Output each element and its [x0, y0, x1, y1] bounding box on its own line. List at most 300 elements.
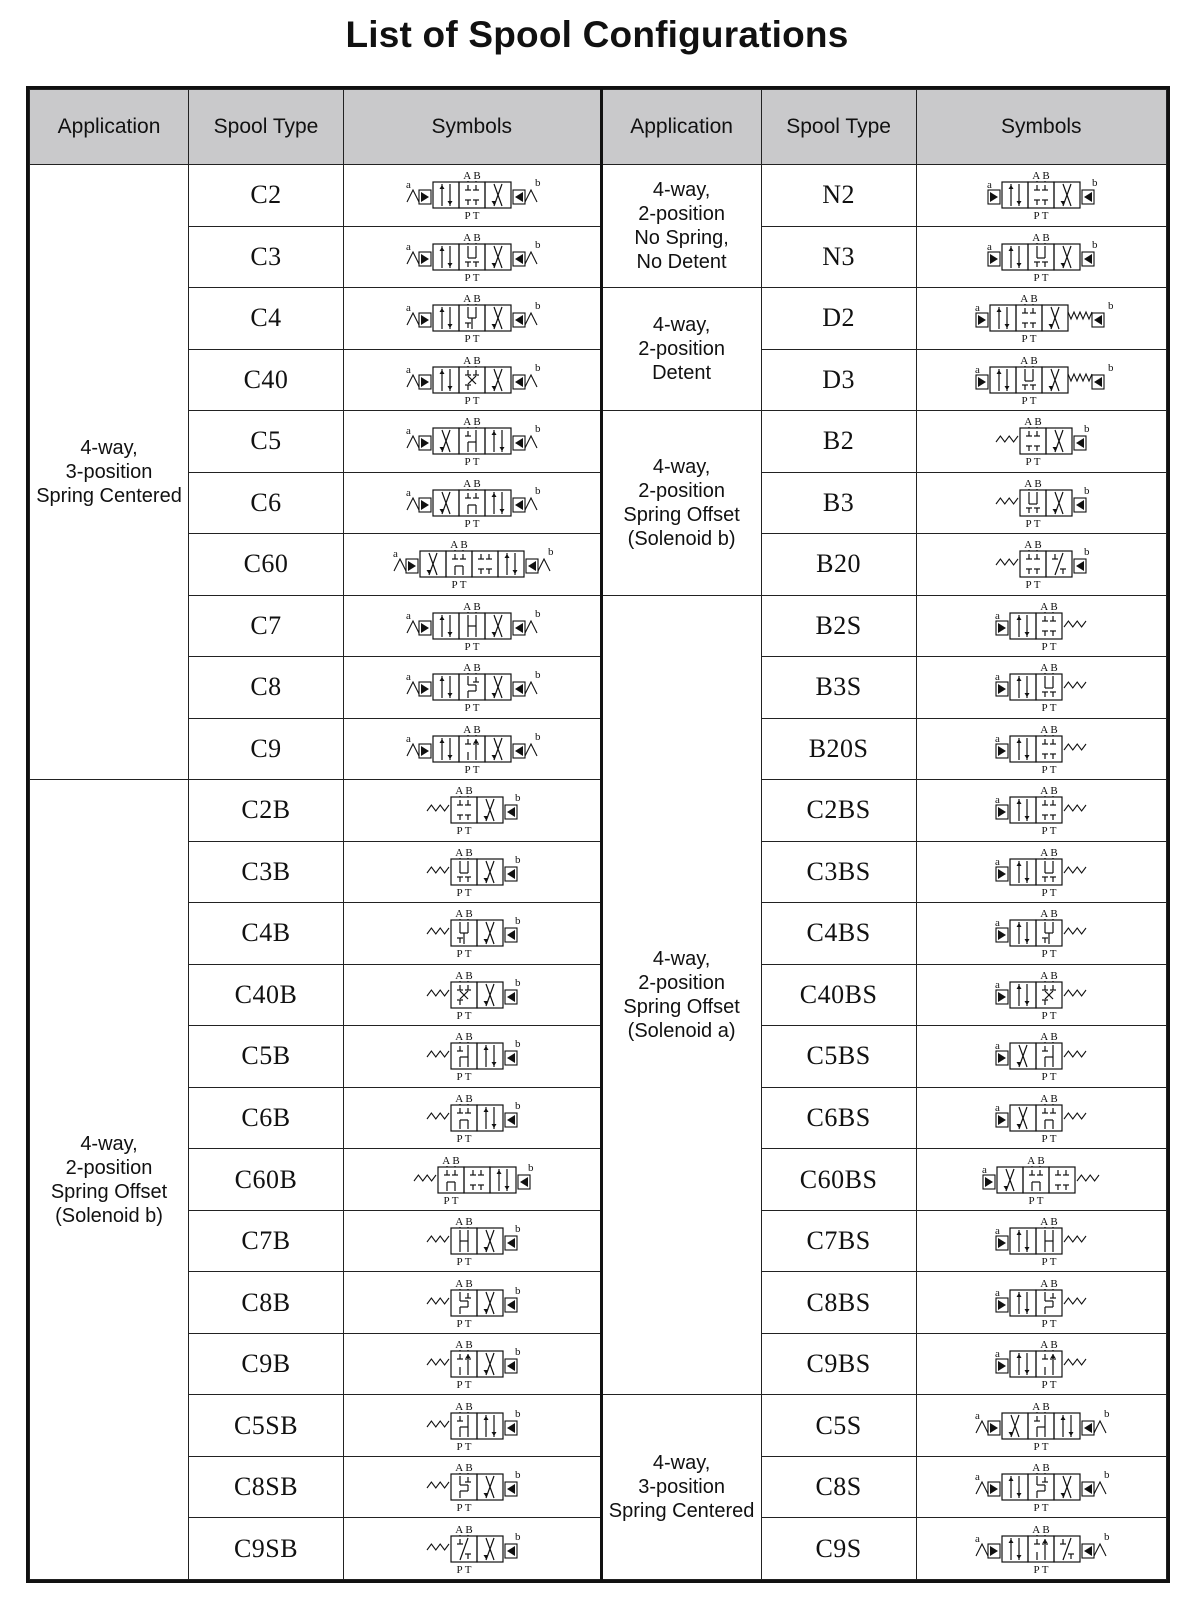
- svg-text:b: b: [514, 976, 521, 989]
- envelope: [1054, 182, 1080, 208]
- svg-text:P T: P T: [464, 517, 480, 530]
- svg-text:a: a: [982, 1163, 988, 1176]
- svg-text:a: a: [405, 240, 411, 253]
- svg-text:P T: P T: [456, 1440, 472, 1453]
- header-symbols-left: Symbols: [343, 90, 601, 165]
- symbol-cell-left: [343, 718, 601, 780]
- spool-type-cell-right: C3BS: [761, 841, 916, 903]
- envelope: [477, 920, 503, 946]
- page-title: List of Spool Configurations: [345, 14, 849, 55]
- application-line: 4-way,: [652, 947, 711, 970]
- svg-text:P T: P T: [1041, 1009, 1057, 1022]
- svg-text:a: a: [995, 1101, 1001, 1114]
- table-row: [30, 226, 1167, 288]
- svg-text:A B: A B: [1032, 1400, 1050, 1413]
- svg-text:A B: A B: [1040, 600, 1058, 613]
- svg-text:P T: P T: [1028, 1194, 1044, 1207]
- envelope: [1028, 1536, 1054, 1562]
- symbol-cell-left: [343, 1518, 601, 1580]
- envelope: [459, 736, 485, 762]
- envelope: [451, 1105, 477, 1131]
- envelope: [472, 551, 498, 577]
- spool-symbol-icon: [400, 720, 544, 778]
- envelope: [1010, 674, 1036, 700]
- envelope: [1054, 1474, 1080, 1500]
- svg-text:A B: A B: [1032, 1523, 1050, 1536]
- application-line: No Spring,: [634, 227, 729, 250]
- svg-text:a: a: [995, 1225, 1001, 1238]
- spool-symbol-icon: [969, 351, 1113, 409]
- svg-text:b: b: [514, 1469, 521, 1482]
- table-row: [30, 1026, 1167, 1088]
- svg-text:P T: P T: [1041, 948, 1057, 961]
- application-line: (Solenoid b): [55, 1204, 163, 1227]
- svg-text:a: a: [975, 1471, 981, 1484]
- svg-text:b: b: [534, 484, 541, 497]
- symbol-cell-right: [916, 595, 1166, 657]
- envelope: [1002, 182, 1028, 208]
- spool-symbol-icon: [989, 720, 1093, 778]
- envelope: [1049, 1167, 1075, 1193]
- svg-text:b: b: [514, 1407, 521, 1420]
- svg-text:A B: A B: [1032, 1462, 1050, 1475]
- envelope: [1010, 613, 1036, 639]
- envelope: [459, 244, 485, 270]
- svg-text:P T: P T: [464, 333, 480, 346]
- svg-text:a: a: [405, 486, 411, 499]
- envelope: [485, 736, 511, 762]
- envelope: [433, 613, 459, 639]
- application-line: Spring Offset: [50, 1180, 168, 1203]
- symbol-cell-right: [916, 1210, 1166, 1272]
- envelope: [1010, 1228, 1036, 1254]
- svg-text:a: a: [995, 1286, 1001, 1299]
- spool-type-cell-right: C8S: [761, 1456, 916, 1518]
- symbol-cell-left: [343, 595, 601, 657]
- envelope: [485, 428, 511, 454]
- symbol-cell-right: [916, 1456, 1166, 1518]
- svg-text:A B: A B: [1040, 1092, 1058, 1105]
- envelope: [1020, 551, 1046, 577]
- svg-text:a: a: [405, 179, 411, 192]
- svg-text:P T: P T: [456, 1563, 472, 1576]
- svg-text:b: b: [1092, 177, 1098, 190]
- table-row: [30, 718, 1167, 780]
- spool-type-cell-right: C4BS: [761, 903, 916, 965]
- svg-text:b: b: [534, 361, 541, 374]
- spool-symbol-icon: [989, 535, 1093, 593]
- svg-text:P T: P T: [464, 456, 480, 469]
- svg-text:P T: P T: [456, 886, 472, 899]
- application-line: 4-way,: [80, 1132, 138, 1155]
- svg-text:b: b: [534, 730, 541, 743]
- header-row: [30, 90, 1167, 165]
- spool-symbol-icon: [989, 966, 1093, 1024]
- envelope: [433, 674, 459, 700]
- svg-text:A B: A B: [455, 1031, 473, 1044]
- symbol-cell-right: [916, 411, 1166, 473]
- spool-type-cell-right: C5S: [761, 1395, 916, 1457]
- header-application-right: Application: [601, 90, 761, 165]
- svg-text:P T: P T: [1041, 702, 1057, 715]
- table-row: [30, 1210, 1167, 1272]
- envelope: [1036, 736, 1062, 762]
- envelope: [1020, 490, 1046, 516]
- svg-text:a: a: [405, 363, 411, 376]
- svg-text:A B: A B: [1040, 846, 1058, 859]
- spool-type-cell-left: C7B: [189, 1210, 344, 1272]
- spool-symbol-icon: [420, 904, 524, 962]
- table-row: [30, 1272, 1167, 1334]
- svg-text:A B: A B: [1040, 1277, 1058, 1290]
- svg-text:A B: A B: [1024, 416, 1042, 429]
- envelope: [459, 182, 485, 208]
- envelope: [1020, 428, 1046, 454]
- spool-symbol-icon: [989, 658, 1093, 716]
- svg-text:A B: A B: [1032, 170, 1050, 183]
- spool-type-cell-right: B2: [761, 411, 916, 473]
- svg-text:A B: A B: [463, 723, 481, 736]
- envelope: [433, 305, 459, 331]
- table-row: [30, 1395, 1167, 1457]
- envelope: [477, 1290, 503, 1316]
- table-row: [30, 595, 1167, 657]
- symbol-cell-left: [343, 1149, 601, 1211]
- symbol-cell-right: [916, 349, 1166, 411]
- application-line: Spring Offset: [623, 503, 740, 526]
- envelope: [477, 1351, 503, 1377]
- svg-text:A B: A B: [463, 170, 481, 183]
- svg-text:P T: P T: [1041, 763, 1057, 776]
- svg-text:a: a: [987, 240, 993, 253]
- spool-type-cell-right: C8BS: [761, 1272, 916, 1334]
- svg-text:b: b: [1084, 546, 1090, 559]
- application-line: 4-way,: [652, 314, 711, 337]
- spool-type-cell-left: C9: [189, 718, 344, 780]
- application-line: 2-position: [638, 338, 725, 361]
- spool-symbol-icon: [989, 843, 1093, 901]
- svg-text:b: b: [534, 607, 541, 620]
- envelope: [485, 244, 511, 270]
- application-cell-right: [601, 1395, 761, 1580]
- svg-text:A B: A B: [455, 1523, 473, 1536]
- spool-symbol-icon: [969, 289, 1113, 347]
- envelope: [1046, 490, 1072, 516]
- envelope: [1036, 920, 1062, 946]
- symbol-cell-left: [343, 1026, 601, 1088]
- symbol-cell-right: [916, 1087, 1166, 1149]
- envelope: [477, 1105, 503, 1131]
- svg-text:a: a: [975, 1532, 981, 1545]
- svg-text:P T: P T: [1033, 1563, 1049, 1576]
- svg-text:a: a: [995, 671, 1001, 684]
- symbol-cell-right: [916, 534, 1166, 596]
- symbol-cell-left: [343, 288, 601, 350]
- spool-type-cell-left: C5B: [189, 1026, 344, 1088]
- spool-symbol-icon: [420, 1335, 524, 1393]
- envelope: [485, 305, 511, 331]
- application-line: No Detent: [636, 251, 727, 274]
- spool-symbol-icon: [989, 412, 1093, 470]
- svg-text:P T: P T: [1033, 271, 1049, 284]
- envelope: [1036, 982, 1062, 1008]
- envelope: [477, 1536, 503, 1562]
- spool-symbol-icon: [407, 1151, 537, 1209]
- envelope: [997, 1167, 1023, 1193]
- svg-text:P T: P T: [1041, 886, 1057, 899]
- spool-type-cell-right: N3: [761, 226, 916, 288]
- svg-text:A B: A B: [463, 477, 481, 490]
- svg-text:P T: P T: [1041, 1317, 1057, 1330]
- application-cell-right: [601, 595, 761, 1395]
- spool-type-cell-right: B20: [761, 534, 916, 596]
- svg-text:P T: P T: [1041, 1071, 1057, 1084]
- svg-text:a: a: [995, 978, 1001, 991]
- spool-type-cell-left: C8SB: [189, 1456, 344, 1518]
- envelope: [485, 674, 511, 700]
- spool-symbol-icon: [420, 1274, 524, 1332]
- svg-text:a: a: [405, 732, 411, 745]
- svg-text:A B: A B: [1020, 293, 1038, 306]
- application-cell-right: [601, 411, 761, 596]
- envelope: [433, 428, 459, 454]
- svg-text:P T: P T: [1033, 1502, 1049, 1515]
- envelope: [1016, 367, 1042, 393]
- svg-text:a: a: [392, 548, 398, 561]
- envelope: [1023, 1167, 1049, 1193]
- svg-text:a: a: [995, 794, 1001, 807]
- envelope: [1010, 1105, 1036, 1131]
- svg-text:A B: A B: [463, 231, 481, 244]
- spool-type-cell-left: C8B: [189, 1272, 344, 1334]
- svg-text:P T: P T: [1021, 394, 1037, 407]
- spool-symbol-icon: [989, 1027, 1093, 1085]
- envelope: [1036, 1228, 1062, 1254]
- svg-text:P T: P T: [464, 702, 480, 715]
- spool-symbol-icon: [969, 1520, 1113, 1578]
- spool-symbol-icon: [989, 1089, 1093, 1147]
- envelope: [1010, 1290, 1036, 1316]
- symbol-cell-left: [343, 349, 601, 411]
- spool-table: [29, 89, 1167, 1580]
- envelope: [477, 1043, 503, 1069]
- svg-text:P T: P T: [1025, 579, 1041, 592]
- svg-text:A B: A B: [455, 1092, 473, 1105]
- spool-symbol-icon: [400, 597, 544, 655]
- svg-text:b: b: [514, 853, 521, 866]
- svg-text:a: a: [975, 302, 981, 315]
- svg-text:a: a: [995, 917, 1001, 930]
- header-symbols-right: Symbols: [916, 90, 1166, 165]
- svg-text:A B: A B: [1040, 1216, 1058, 1229]
- svg-text:A B: A B: [1040, 785, 1058, 798]
- spool-symbol-icon: [981, 166, 1101, 224]
- spool-type-cell-right: B20S: [761, 718, 916, 780]
- spool-symbol-icon: [400, 412, 544, 470]
- svg-text:P T: P T: [1041, 1132, 1057, 1145]
- svg-text:b: b: [534, 669, 541, 682]
- svg-text:P T: P T: [456, 1502, 472, 1515]
- svg-text:P T: P T: [456, 1317, 472, 1330]
- spool-type-cell-left: C7: [189, 595, 344, 657]
- envelope: [1046, 428, 1072, 454]
- envelope: [451, 982, 477, 1008]
- symbol-cell-left: [343, 165, 601, 227]
- spool-symbol-icon: [420, 1397, 524, 1455]
- envelope: [477, 859, 503, 885]
- svg-text:A B: A B: [455, 1462, 473, 1475]
- svg-text:b: b: [547, 546, 554, 559]
- envelope: [1028, 1474, 1054, 1500]
- envelope: [438, 1167, 464, 1193]
- envelope: [1036, 674, 1062, 700]
- spool-type-cell-left: C2: [189, 165, 344, 227]
- spool-type-cell-right: C7BS: [761, 1210, 916, 1272]
- symbol-cell-right: [916, 903, 1166, 965]
- application-line: Detent: [652, 362, 712, 385]
- envelope: [433, 182, 459, 208]
- envelope: [485, 613, 511, 639]
- application-line: 4-way,: [652, 1452, 711, 1475]
- spool-symbol-icon: [989, 1335, 1093, 1393]
- spool-type-cell-right: C40BS: [761, 964, 916, 1026]
- svg-text:a: a: [995, 1040, 1001, 1053]
- symbol-cell-right: [916, 780, 1166, 842]
- envelope: [1054, 244, 1080, 270]
- svg-text:b: b: [1104, 1530, 1110, 1543]
- envelope: [1054, 1536, 1080, 1562]
- application-line: 4-way,: [80, 437, 138, 460]
- envelope: [459, 305, 485, 331]
- svg-text:a: a: [987, 179, 993, 192]
- envelope: [451, 1228, 477, 1254]
- spool-type-cell-left: C6B: [189, 1087, 344, 1149]
- symbol-cell-right: [916, 1395, 1166, 1457]
- application-cell-left: [30, 165, 189, 780]
- svg-text:P T: P T: [464, 394, 480, 407]
- envelope: [1042, 367, 1068, 393]
- table-row: [30, 657, 1167, 719]
- svg-text:b: b: [514, 1099, 521, 1112]
- spool-type-cell-right: C60BS: [761, 1149, 916, 1211]
- envelope: [1010, 797, 1036, 823]
- spool-type-cell-left: C60: [189, 534, 344, 596]
- svg-text:P T: P T: [1041, 640, 1057, 653]
- svg-text:P T: P T: [456, 1256, 472, 1269]
- envelope: [433, 490, 459, 516]
- application-line: 2-position: [638, 203, 725, 226]
- svg-text:P T: P T: [1033, 1440, 1049, 1453]
- svg-text:A B: A B: [1024, 539, 1042, 552]
- envelope: [459, 613, 485, 639]
- spool-symbol-icon: [420, 843, 524, 901]
- application-line: Spring Offset: [623, 995, 740, 1018]
- symbol-cell-right: [916, 1026, 1166, 1088]
- spool-symbol-icon: [400, 166, 544, 224]
- envelope: [433, 244, 459, 270]
- svg-text:A B: A B: [1040, 662, 1058, 675]
- application-line: (Solenoid a): [627, 1019, 736, 1042]
- envelope: [1036, 797, 1062, 823]
- envelope: [1028, 182, 1054, 208]
- spool-type-cell-left: C9SB: [189, 1518, 344, 1580]
- header-spool-type-left: Spool Type: [189, 90, 344, 165]
- spool-symbol-icon: [969, 1458, 1113, 1516]
- table-row: [30, 780, 1167, 842]
- envelope: [990, 367, 1016, 393]
- spool-type-cell-right: N2: [761, 165, 916, 227]
- envelope: [451, 797, 477, 823]
- spool-type-cell-left: C5: [189, 411, 344, 473]
- spool-type-cell-right: C6BS: [761, 1087, 916, 1149]
- application-line: 4-way,: [652, 179, 711, 202]
- spool-symbol-icon: [400, 474, 544, 532]
- envelope: [459, 490, 485, 516]
- envelope: [1010, 920, 1036, 946]
- svg-text:b: b: [534, 300, 541, 313]
- svg-text:A B: A B: [1040, 908, 1058, 921]
- svg-text:P T: P T: [1033, 210, 1049, 223]
- spool-type-cell-right: B3: [761, 472, 916, 534]
- spool-symbol-icon: [420, 1089, 524, 1147]
- symbol-cell-right: [916, 1272, 1166, 1334]
- envelope: [1046, 551, 1072, 577]
- envelope: [1010, 1043, 1036, 1069]
- envelope: [485, 182, 511, 208]
- spool-type-cell-left: C6: [189, 472, 344, 534]
- spool-symbol-icon: [400, 228, 544, 286]
- svg-text:b: b: [1084, 484, 1090, 497]
- table-row: [30, 349, 1167, 411]
- svg-text:P T: P T: [464, 271, 480, 284]
- envelope: [446, 551, 472, 577]
- symbol-cell-left: [343, 1395, 601, 1457]
- svg-text:P T: P T: [1021, 333, 1037, 346]
- spool-type-cell-left: C9B: [189, 1333, 344, 1395]
- envelope: [1016, 305, 1042, 331]
- symbol-cell-left: [343, 1210, 601, 1272]
- table-row: [30, 1087, 1167, 1149]
- svg-text:A B: A B: [1032, 231, 1050, 244]
- symbol-cell-right: [916, 472, 1166, 534]
- envelope: [1036, 859, 1062, 885]
- svg-text:A B: A B: [455, 1400, 473, 1413]
- envelope: [1054, 1413, 1080, 1439]
- spool-symbol-icon: [420, 966, 524, 1024]
- envelope: [1036, 1351, 1062, 1377]
- spool-symbol-icon: [989, 597, 1093, 655]
- table-row: [30, 288, 1167, 350]
- spool-symbol-icon: [989, 1274, 1093, 1332]
- spool-type-cell-left: C40B: [189, 964, 344, 1026]
- envelope: [451, 1290, 477, 1316]
- spool-symbol-icon: [387, 535, 557, 593]
- envelope: [477, 1228, 503, 1254]
- envelope: [1010, 1351, 1036, 1377]
- svg-text:b: b: [1104, 1407, 1110, 1420]
- application-line: 2-position: [638, 971, 725, 994]
- spool-type-cell-left: C5SB: [189, 1395, 344, 1457]
- symbol-cell-right: [916, 1333, 1166, 1395]
- svg-text:a: a: [405, 425, 411, 438]
- application-cell-right: [601, 165, 761, 288]
- symbol-cell-left: [343, 841, 601, 903]
- svg-text:b: b: [534, 238, 541, 251]
- svg-text:A B: A B: [1040, 723, 1058, 736]
- spool-symbol-icon: [420, 781, 524, 839]
- application-line: 4-way,: [652, 455, 711, 478]
- envelope: [1002, 1474, 1028, 1500]
